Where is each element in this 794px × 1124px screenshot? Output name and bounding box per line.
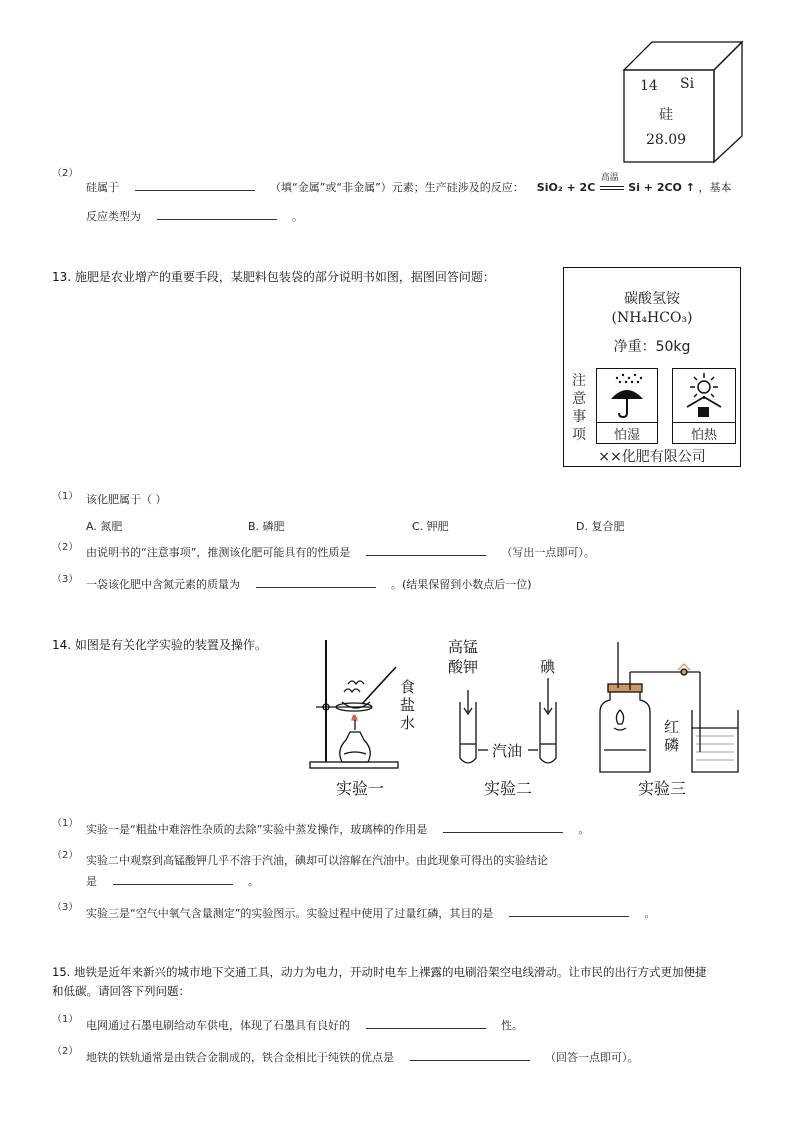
q13-option-c[interactable]: C. 钾肥 <box>412 520 449 533</box>
q14-part2-blank[interactable] <box>113 872 233 885</box>
q12-part2-blank2[interactable] <box>157 207 277 220</box>
element-name: 硅 <box>659 107 673 123</box>
exp2-right: 碘 <box>540 658 556 676</box>
keep-cool-caption: 怕热 <box>690 428 717 443</box>
q12-part2-line2 <box>86 207 303 224</box>
fertilizer-name: 碳酸氢铵 <box>624 291 680 307</box>
exp2-left-1: 高锰 <box>448 638 479 656</box>
q15-part2-tail: （回答一点即可）。 <box>545 1051 639 1064</box>
q14-part3-text: 实验三是“空气中氧气含量测定”的实验图示。实验过程中使用了过量红磷，其目的是 <box>86 907 494 920</box>
q13-part1-text: 该化肥属于（ ） <box>86 493 167 506</box>
salt-water-label <box>400 678 415 732</box>
q12-part2-tail: ，基本 <box>698 181 732 194</box>
q13-part3-tail: 。(结果保留到小数点后一位) <box>391 578 532 591</box>
q15-title-line1: 15. 地铁是近年来新兴的城市地下交通工具，动力为电力，开动时电车上裸露的电刷沿架空电线滑动。让市民的出行方式更加便捷 <box>52 965 707 979</box>
element-atomic-number: 14 <box>640 78 658 94</box>
q13-title: 13. 施肥是农业增产的重要手段，某肥料包装袋的部分说明书如图，据图回答问题： <box>52 270 495 284</box>
keep-cool-icon-box <box>672 368 736 444</box>
q13-part2-number: （2） <box>52 542 79 553</box>
q12-equation-left: SiO₂ + 2C <box>536 181 596 194</box>
exp1-side-2: 盐 <box>400 696 416 714</box>
q13-part3-text: 一袋该化肥中含氮元素的质量为 <box>86 578 240 591</box>
fertilizer-label-box <box>563 267 741 467</box>
q14-part2-line2 <box>86 872 259 889</box>
q13-part3-blank[interactable] <box>256 575 376 588</box>
q14-part1-number: （1） <box>52 818 79 829</box>
q12-part2-hint: （填“金属”或“非金属”）元素；生产硅涉及的反应： <box>270 181 524 194</box>
q12-part2-blank1[interactable] <box>135 178 255 191</box>
q12-equation-arrow <box>600 186 624 190</box>
q14-title: 14. 如图是有关化学实验的装置及操作。 <box>52 638 267 652</box>
q15-part2-number: （2） <box>52 1046 79 1057</box>
q12-part2-line1 <box>86 173 732 195</box>
q13-part3-number: （3） <box>52 574 79 585</box>
q14-part2-text: 实验二中观察到高锰酸钾几乎不溶于汽油，碘却可以溶解在汽油中。由此现象可得出的实验结论 <box>86 854 548 867</box>
q15-part2-blank[interactable] <box>410 1048 530 1061</box>
exp2-left-2: 酸钾 <box>448 658 479 676</box>
q12-equation-right: Si + 2CO ↑ <box>628 181 695 194</box>
q14-part1-text: 实验一是“粗盐中难溶性杂质的去除”实验中蒸发操作，玻璃棒的作用是 <box>86 823 428 836</box>
q15-part1-blank[interactable] <box>366 1016 486 1029</box>
evaporation-apparatus <box>310 640 398 768</box>
q14-part3-blank[interactable] <box>509 904 629 917</box>
q15-part1-text: 电网通过石墨电刷给动车供电，体现了石墨具有良好的 <box>86 1019 350 1032</box>
q12-part2-lead: 硅属于 <box>86 181 119 194</box>
exp3-side-1: 红 <box>664 718 680 736</box>
q15-part1-tail: 性。 <box>501 1019 523 1032</box>
sun-heat-icon <box>673 369 735 423</box>
q13-part2-blank[interactable] <box>366 543 486 556</box>
q13-part1-number: （1） <box>52 491 79 502</box>
q15-title-line2: 和低碳。请回答下列问题： <box>52 984 190 998</box>
fertilizer-company: ××化肥有限公司 <box>598 449 706 465</box>
exp3-side-2: 磷 <box>664 736 680 754</box>
keep-dry-icon-box <box>596 368 658 444</box>
fertilizer-formula: (NH₄HCO₃) <box>611 310 693 326</box>
q13-option-b[interactable]: B. 磷肥 <box>248 520 285 533</box>
notice-side-label: 注 意 事 项 <box>572 373 586 443</box>
q12-part2-number: （2） <box>52 168 79 179</box>
q14-part2-line2-tail: 。 <box>248 875 259 888</box>
q13-part3-line <box>86 575 532 592</box>
q14-part2-line2-lead: 是 <box>86 875 97 888</box>
q12-equation-condition: 高温 <box>600 173 619 183</box>
q14-part3-number: （3） <box>52 902 79 913</box>
q14-part1-tail: 。 <box>578 823 590 836</box>
q13-option-d[interactable]: D. 复合肥 <box>576 520 625 533</box>
q14-part2-number: （2） <box>52 850 79 861</box>
element-atomic-mass: 28.09 <box>646 132 687 148</box>
q13-part2-tail: （写出一点即可）。 <box>501 546 595 559</box>
exp1-caption: 实验一 <box>336 779 385 798</box>
q15-part1-number: （1） <box>52 1014 79 1025</box>
q14-part3-line <box>86 904 655 921</box>
q13-option-a[interactable]: A. 氮肥 <box>86 520 123 533</box>
exp1-side-1: 食 <box>400 678 416 696</box>
q14-part1-line <box>86 820 589 837</box>
element-symbol: Si <box>680 76 695 92</box>
fertilizer-weight: 净重：50kg <box>613 339 691 355</box>
q15-part2-line <box>86 1048 639 1065</box>
umbrella-rain-icon <box>597 369 657 423</box>
q14-part3-tail: 。 <box>644 907 656 920</box>
q13-part2-text: 由说明书的“注意事项”，推测该化肥可能具有的性质是 <box>86 546 351 559</box>
q12-part2-line2-lead: 反应类型为 <box>86 210 141 223</box>
q14-part1-blank[interactable] <box>443 820 563 833</box>
q13-part2-line <box>86 543 595 560</box>
exp2-mid: 汽油 <box>492 742 523 760</box>
exp3-caption: 实验三 <box>638 779 687 798</box>
q14-experiment-figure <box>300 632 740 802</box>
exp2-caption: 实验二 <box>484 779 533 798</box>
keep-dry-caption: 怕湿 <box>613 428 640 443</box>
q15-part1-line <box>86 1016 523 1033</box>
q15-part2-text: 地铁的铁轨通常是由铁合金制成的，铁合金相比于纯铁的优点是 <box>86 1051 394 1064</box>
exp1-side-3: 水 <box>400 714 416 732</box>
q12-part2-line2-tail: 。 <box>292 210 303 223</box>
